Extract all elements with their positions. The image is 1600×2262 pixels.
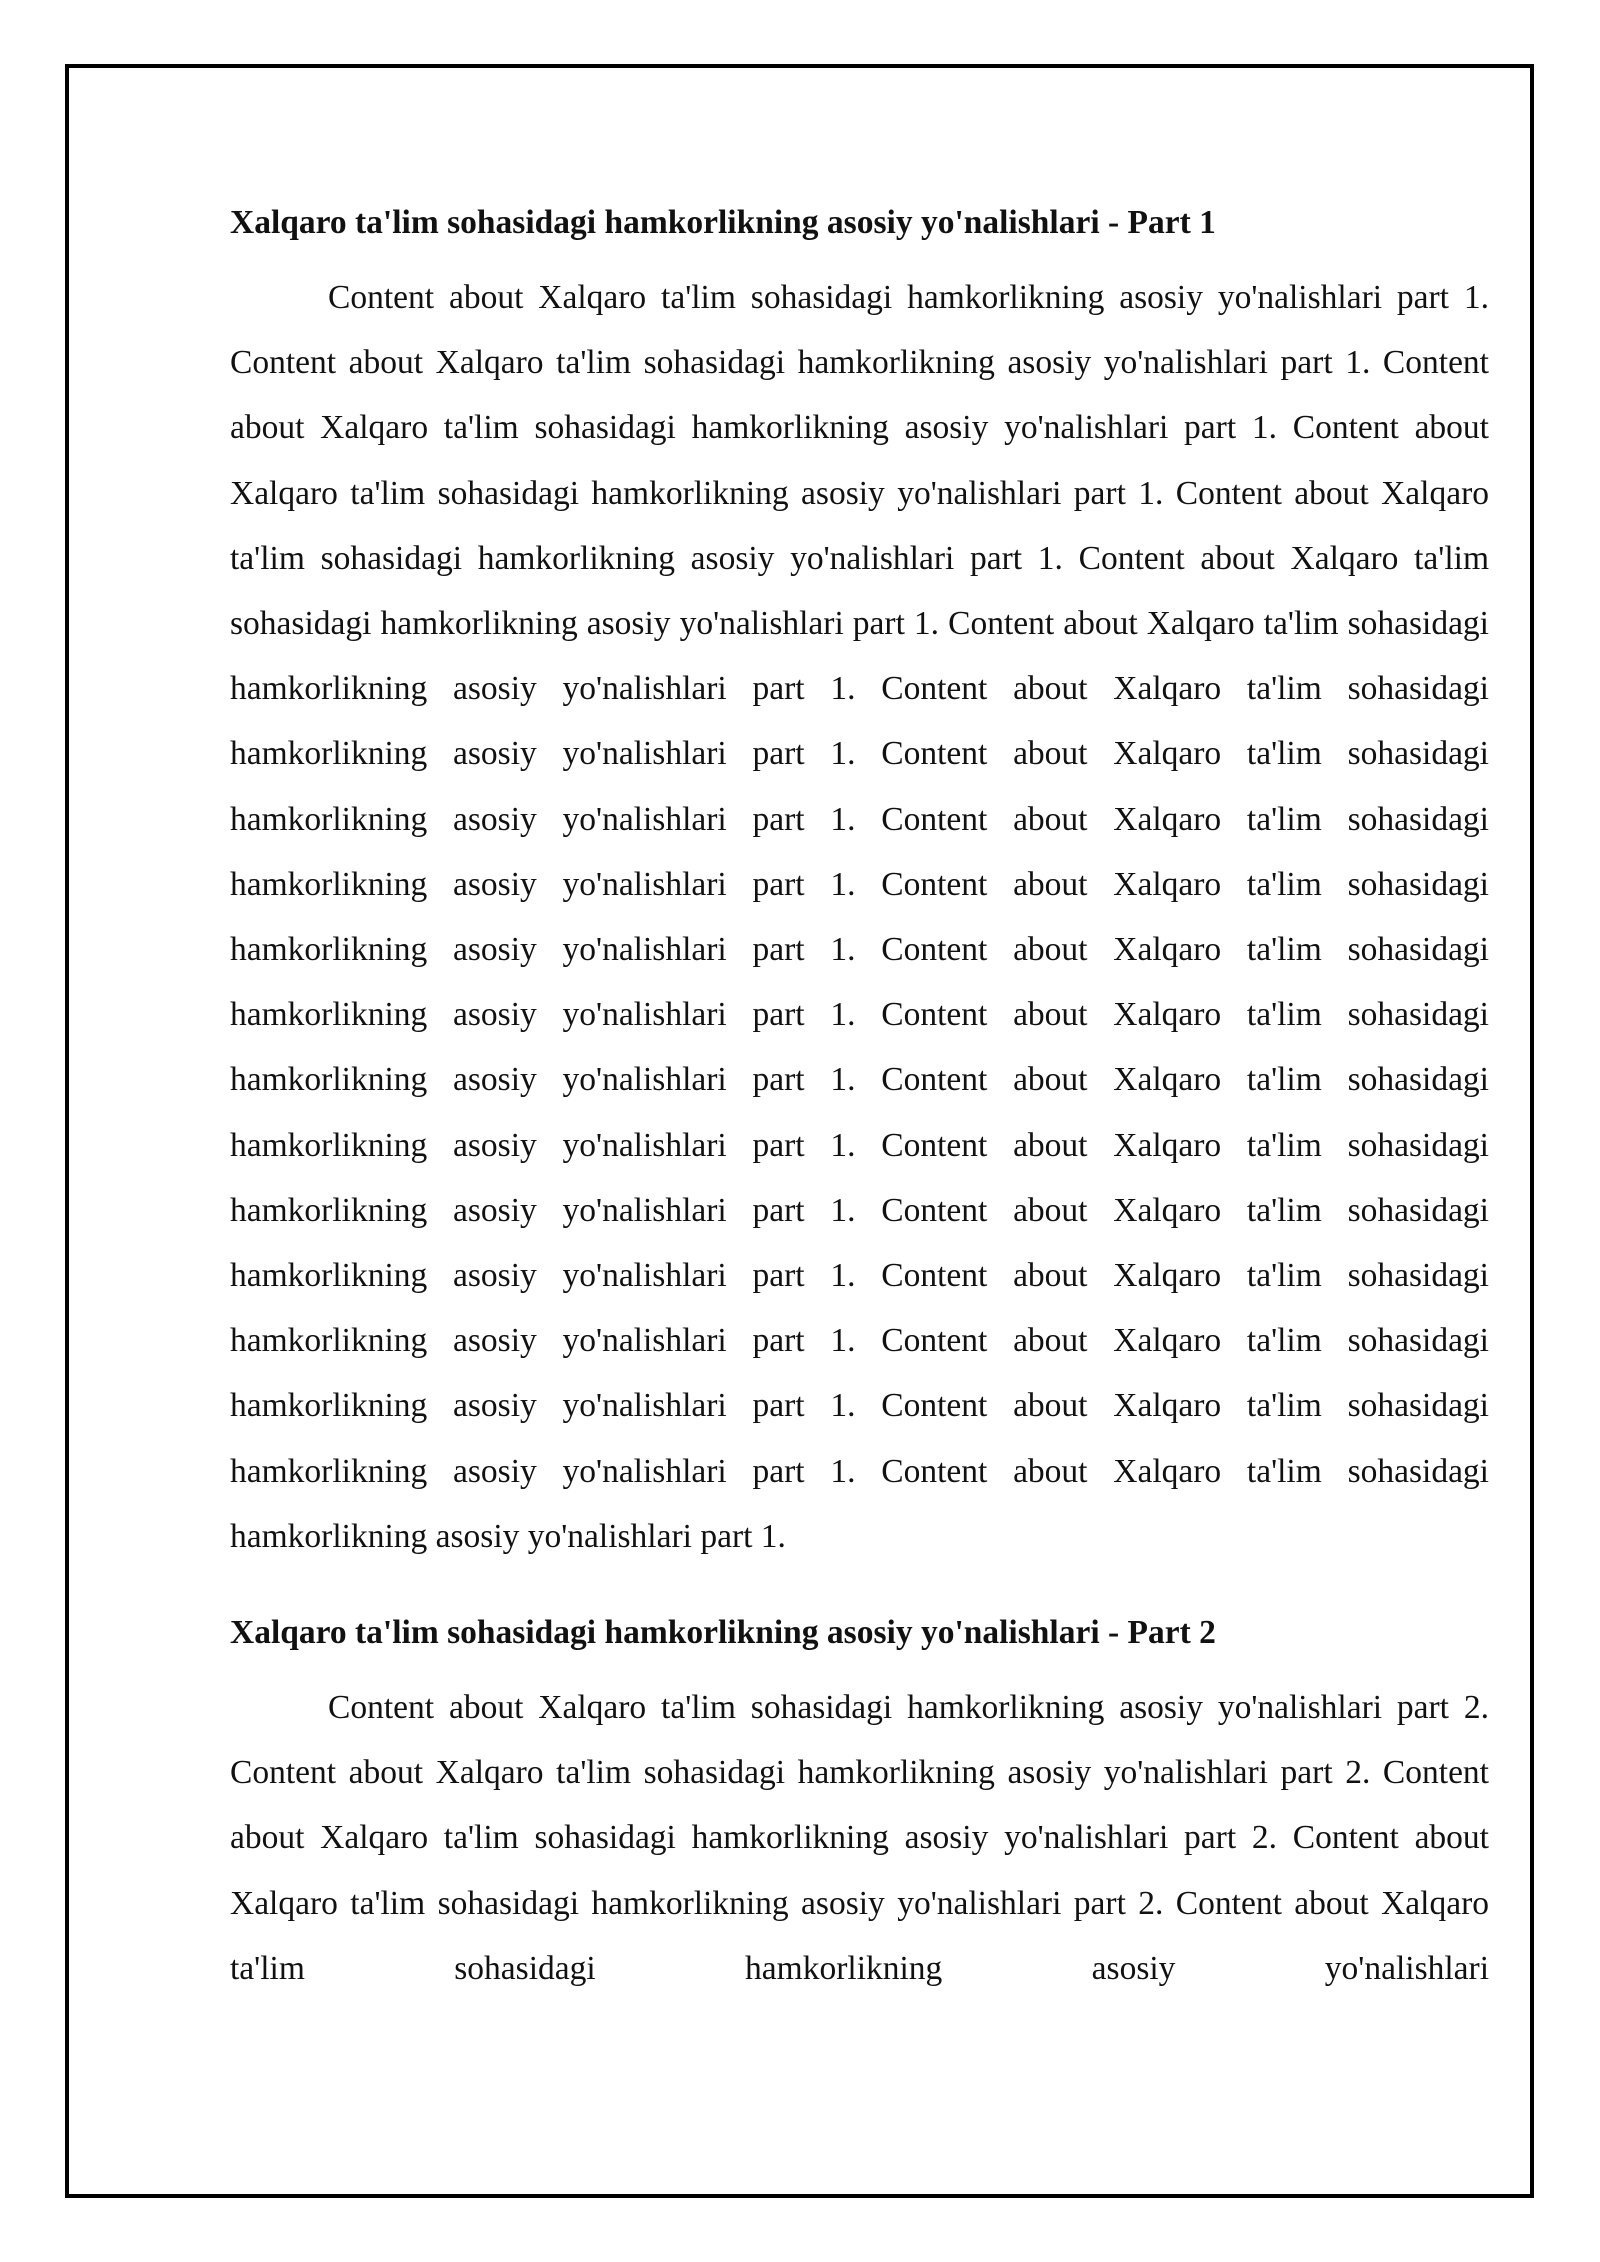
section-part-2 xyxy=(230,1606,1489,2001)
section-body: Content about Xalqaro ta'lim sohasidagi hamkorlikning asosiy yo'nalishlari part 2. Content about Xalqaro ta'lim sohasidagi hamkorlikning asosiy yo'nalishlari part 2. Content about Xalqaro ta'lim sohasidagi hamkorlikning asosiy yo'nalishlari part 2. Content about Xalqaro ta'lim sohasidagi hamkorlikning asosiy yo'nalishlari part 2. Content about Xalqaro ta'lim sohasidagi hamkorlikning asosiy yo'nalishlari xyxy=(230,1689,1489,1987)
section-body: Content about Xalqaro ta'lim sohasidagi hamkorlikning asosiy yo'nalishlari part 1. Content about Xalqaro ta'lim sohasidagi hamkorlikning asosiy yo'nalishlari part 1. Content about Xalqaro ta'lim sohasidagi hamkorlikning asosiy yo'nalishlari part 1. Content about Xalqaro ta'lim sohasidagi hamkorlikning asosiy yo'nalishlari part 1. Content about Xalqaro ta'lim sohasidagi hamkorlikning asosiy yo'nalishlari part 1. Content about Xalqaro ta'lim sohasidagi hamkorlikning asosiy yo'nalishlari part 1. Content about Xalqaro ta'lim sohasidagi hamkorlikning asosiy yo'nalishlari part 1. Content about Xalqaro ta'lim sohasidagi hamkorlikning asosiy yo'nalishlari part 1. Content about Xalqaro ta'lim sohasidagi hamkorlikning asosiy yo'nalishlari part 1. Content about Xalqaro ta'lim sohasidagi hamkorlikning asosiy yo'nalishlari part 1. Content about Xalqaro ta'lim sohasidagi hamkorlikning asosiy yo'nalishlari part 1. Content about Xalqaro ta'lim sohasidagi hamkorlikning asosiy yo'nalishlari part 1. Content about Xalqaro ta'lim sohasidagi hamkorlikning asosiy yo'nalishlari part 1. Content about Xalqaro ta'lim sohasidagi hamkorlikning asosiy yo'nalishlari part 1. Content about Xalqaro ta'lim sohasidagi hamkorlikning asosiy yo'nalishlari part 1. Content about Xalqaro ta'lim sohasidagi hamkorlikning asosiy yo'nalishlari part 1. Content about Xalqaro ta'lim sohasidagi hamkorlikning asosiy yo'nalishlari part 1. Content about Xalqaro ta'lim sohasidagi hamkorlikning asosiy yo'nalishlari part 1. Content about Xalqaro ta'lim sohasidagi hamkorlikning asosiy yo'nalishlari part 1. Content about Xalqaro ta'lim sohasidagi hamkorlikning asosiy yo'nalishlari part 1. xyxy=(230,279,1489,1555)
section-part-1 xyxy=(230,196,1489,1569)
section-heading: Xalqaro ta'lim sohasidagi hamkorlikning asosiy yo'nalishlari - Part 2 xyxy=(230,1614,1216,1652)
document-content xyxy=(230,196,1489,2001)
section-heading: Xalqaro ta'lim sohasidagi hamkorlikning asosiy yo'nalishlari - Part 1 xyxy=(230,204,1216,241)
